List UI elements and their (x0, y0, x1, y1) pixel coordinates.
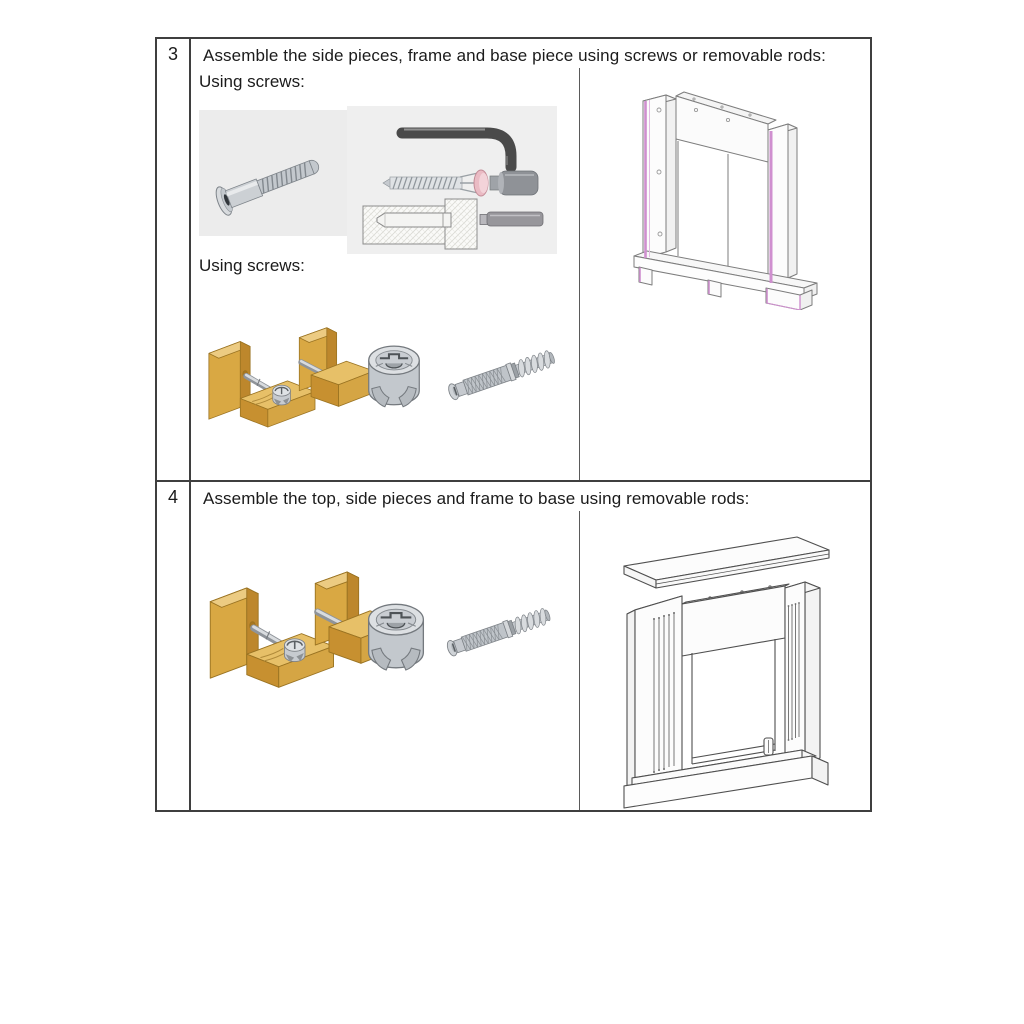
step3-diagram-cell (579, 68, 870, 480)
dowel-cross-section-icon (363, 199, 477, 249)
step3-hardware-cell (191, 68, 579, 480)
dowel-screw-illustration (436, 594, 568, 668)
step4-hardware-cell (191, 511, 579, 810)
step-row-4 (157, 482, 870, 810)
cam-lock-illustration (355, 589, 437, 693)
hex-key-kit-illustration (347, 106, 557, 254)
frame-assembly-diagram (616, 84, 866, 310)
step4-body (191, 482, 870, 810)
metal-rod-icon (480, 212, 543, 226)
instruction-table (155, 37, 872, 812)
step-row-3 (157, 39, 870, 482)
dowel-screw-illustration (437, 336, 573, 412)
confirmat-screw-illustration (199, 110, 351, 236)
step3-body (191, 39, 870, 480)
step4-number: 4 (167, 487, 178, 507)
cam-lock-illustration (357, 332, 431, 428)
step3-instruction: Assemble the side pieces, frame and base piece using screws or removable rods: (203, 46, 826, 65)
step4-number-cell (157, 482, 191, 810)
step3-number: 3 (167, 44, 178, 64)
step3-number-cell (157, 39, 191, 480)
cam-dowel-blocks-illustration (201, 314, 373, 432)
step4-instruction: Assemble the top, side pieces and frame to base using removable rods: (203, 489, 750, 508)
mantel-exploded-diagram (602, 526, 867, 809)
step4-diagram-cell (579, 511, 870, 810)
step3-using-screws-label-2: Using screws: (199, 256, 305, 275)
step3-using-screws-label-1: Using screws: (199, 72, 305, 91)
